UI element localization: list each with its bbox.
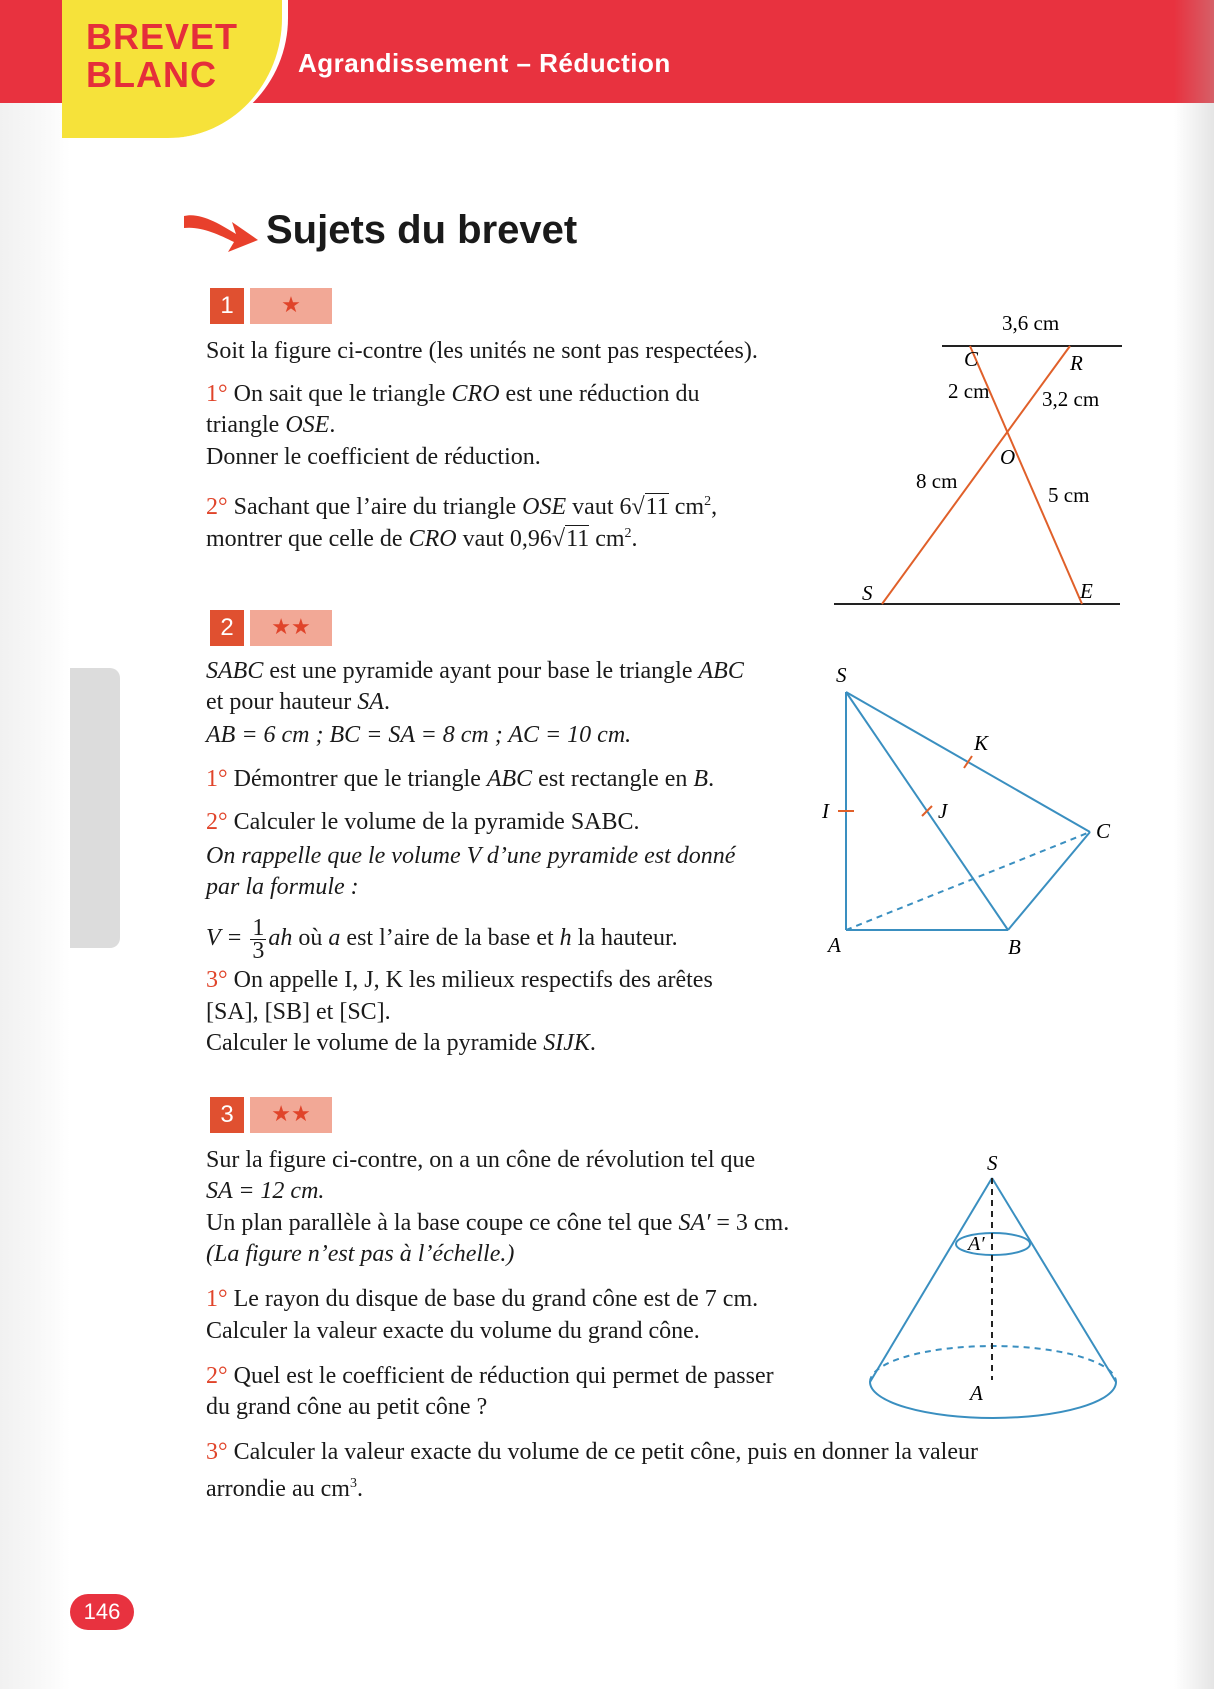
ex2-q3-line3 [206,1028,596,1059]
fig2-label-i: I [822,799,829,823]
fig1-label-e: E [1080,579,1093,603]
ex2-formula-h: h [559,925,572,952]
ex3-q2-number: 2° [206,1363,228,1389]
ex1-q2-ose: OSE [522,494,567,520]
page-gutter [0,0,70,1689]
ex1-q1-ose: OSE [285,412,330,438]
ex1-q1-text3: triangle [206,412,286,438]
chapter-title: Agrandissement – Réduction [298,48,671,78]
page-edge-shadow [1174,0,1214,1689]
ex2-formula-v: V = [206,925,249,952]
fig2-label-a: A [828,933,841,957]
ex2-formula-ah: ah [268,925,293,952]
ex2-q1-text: Démontrer que le triangle [233,766,487,792]
fig3-cone-right [992,1178,1116,1382]
fig1-label-s: S [862,581,873,605]
ex1-q2-cro: CRO [408,526,457,552]
ex2-formula [206,917,678,962]
ex1-q2-number: 2° [206,494,228,520]
fig2-label-c: C [1096,819,1111,843]
ex1-intro: Soit la figure ci-contre (les unités ne sont pas respectées). [206,338,758,364]
fig3-base-front [870,1382,1116,1418]
page-number: 146 [70,1594,134,1630]
fig2-label-j: J [938,799,948,823]
badge-line-2: BLANC [86,54,217,95]
ex2-text1: est une pyramide ayant pour base le triangle [263,658,699,684]
ex3-q1-line2: Calculer la valeur exacte du volume du grand cône. [206,1318,700,1344]
ex3-q1-text: Le rayon du disque de base du grand cône est de 7 cm. [233,1286,759,1312]
ex2-line3: AB = 6 cm ; BC = SA = 8 cm ; AC = 10 cm. [206,722,632,748]
fig1-label-oe: 5 cm [1048,483,1090,507]
fig1-label-os: 8 cm [916,469,958,493]
ex2-q1-dot: . [708,766,715,792]
ex2-abc: ABC [698,658,744,684]
fig3-label-a-prime: A′ [968,1233,985,1255]
ex2-q1-number: 1° [206,766,228,792]
ex2-sa: SA [357,689,384,715]
ex3-q3-text2: arrondie au cm [206,1476,350,1502]
ex2-q3-line2: [SA], [SB] et [SC]. [206,999,391,1025]
ex2-q2-text: Calculer le volume de la pyramide SABC. [233,809,640,835]
ex3-q2-text: Quel est le coefficient de réduction qui permet de passer [233,1363,774,1389]
fig1-label-top: 3,6 cm [1002,311,1060,335]
ex1-q2-exp2: 2 [624,526,632,541]
ex3-q3-line2 [206,1468,363,1505]
ex1-q1-line2 [206,410,335,441]
ex3-q3-text: Calculer la valeur exacte du volume de ce petit cône, puis en donner la valeur [233,1439,978,1465]
ex3-q1-number: 1° [206,1286,228,1312]
ex1-q2-line1: 2° Sachant que l’aire du triangle OSE vaut 6√11 $cm^2$, [206,494,718,520]
ex3-q3-line1 [206,1437,978,1468]
ex1-q2-unit2: cm [589,526,625,552]
ex2-formula-a: a [328,925,341,952]
ex2-q2-line1 [206,807,640,838]
arrow-icon [180,206,262,256]
ex2-q1 [206,764,714,795]
ex1-q2-dot: . [631,526,638,552]
fig1-label-co: 2 cm [948,379,990,403]
badge-line-1: BREVET [86,16,239,57]
fig3-label-s: S [987,1151,998,1175]
ex2-formula-text2: est l’aire de la base et [340,925,560,952]
ex2-q1-abc: ABC [486,766,533,792]
fig1-label-c: C [964,347,979,371]
ex3-figure [860,1148,1130,1428]
ex1-q2-text3: montrer que celle de [206,526,409,552]
exercise-3-number: 3 [210,1097,244,1133]
ex1-q1-text2: est une réduction du [499,381,700,407]
ex2-q2-line3: par la formule : [206,874,359,900]
ex2-q1-text2: est rectangle en [532,766,694,792]
ex2-q3-dot: . [589,1030,596,1056]
ex3-line3 [206,1208,789,1239]
ex3-text1: Un plan parallèle à la base coupe ce cône tel que [206,1210,679,1236]
ex2-q3-sijk: SIJK [543,1030,590,1056]
ex2-q2-line2: On rappelle que le volume V d’une pyramide est donné [206,843,736,869]
ex1-q2-line2: montrer que celle de CRO vaut 0,96√11 $cm^2$. [206,526,638,552]
fig1-label-o: O [1000,445,1016,469]
ex1-q2-comma: , [711,494,718,520]
ex2-sabc: SABC [206,658,264,684]
fig2-label-b: B [1008,935,1021,959]
ex1-q2-sqrt: 11 [645,494,669,520]
ex2-line2 [206,687,390,718]
ex1-q2-text2: vaut 6 [566,494,632,520]
ex3-line2: SA = 12 cm. [206,1178,325,1204]
exercise-1-difficulty: ★ [250,288,332,324]
side-tab [70,668,120,948]
ex1-figure [830,300,1130,612]
fig3-label-a: A [970,1381,983,1405]
ex3-q3-number: 3° [206,1439,228,1465]
ex3-text2: = 3 cm. [710,1210,790,1236]
ex2-formula-den: 3 [252,938,265,964]
ex2-formula-text3: la hauteur. [571,925,678,952]
ex1-q2-sqrt2: 11 [566,526,590,552]
ex2-q3-line1 [206,965,713,996]
exercise-3-difficulty: ★★ [250,1097,332,1133]
fig1-label-r: R [1070,351,1083,375]
ex1-q2-unit: cm [668,494,705,520]
ex3-q3-dot: . [356,1476,363,1502]
ex2-q3-text2: Calculer le volume de la pyramide [206,1030,544,1056]
exercise-2-difficulty: ★★ [250,610,332,646]
fig2-edge-ac [846,832,1090,930]
ex2-q1-b: B [693,766,709,792]
section-heading: Sujets du brevet [266,208,578,252]
ex3-q1-line1 [206,1284,758,1315]
ex1-q1-line1 [206,379,700,410]
fig1-label-ro: 3,2 cm [1042,387,1100,411]
ex2-q3-number: 3° [206,967,228,993]
ex2-figure [810,660,1130,960]
ex1-q1-number: 1° [206,381,228,407]
fig2-label-k: K [974,731,989,755]
ex2-formula-text1: où [292,925,329,952]
ex1-q1-text: On sait que le triangle [233,381,452,407]
fig2-edge-bc [1008,832,1090,930]
ex3-q2-line1 [206,1361,774,1392]
ex1-q1-dot: . [329,412,336,438]
ex2-text2: et pour hauteur [206,689,358,715]
ex2-q3-text: On appelle I, J, K les milieux respectifs des arêtes [233,967,713,993]
ex3-line1: Sur la figure ci-contre, on a un cône de révolution tel que [206,1147,756,1173]
badge-text [86,18,238,94]
ex1-q2-text: Sachant que l’aire du triangle [233,494,523,520]
exercise-1-number: 1 [210,288,244,324]
ex1-q1-line3: Donner le coefficient de réduction. [206,444,541,470]
ex2-dot: . [383,689,390,715]
ex1-q2-exp: 2 [704,494,712,509]
fig2-mark-k [964,756,972,768]
ex1-q2-text4: vaut 0,96 [456,526,552,552]
fig3-cone-left [870,1178,992,1382]
ex3-q2-line2: du grand cône au petit cône ? [206,1394,488,1420]
ex2-line1 [206,656,744,687]
exercise-2-number: 2 [210,610,244,646]
ex2-formula-fraction [250,917,266,962]
ex3-q3-exp: 3 [349,1476,357,1491]
ex3-sa-prime: SA′ [678,1210,711,1236]
ex3-line4: (La figure n’est pas à l’échelle.) [206,1241,515,1267]
ex1-q1-cro: CRO [451,381,500,407]
fig2-label-s: S [836,663,847,687]
ex2-formula-num: 1 [252,915,265,941]
ex2-q2-number: 2° [206,809,228,835]
